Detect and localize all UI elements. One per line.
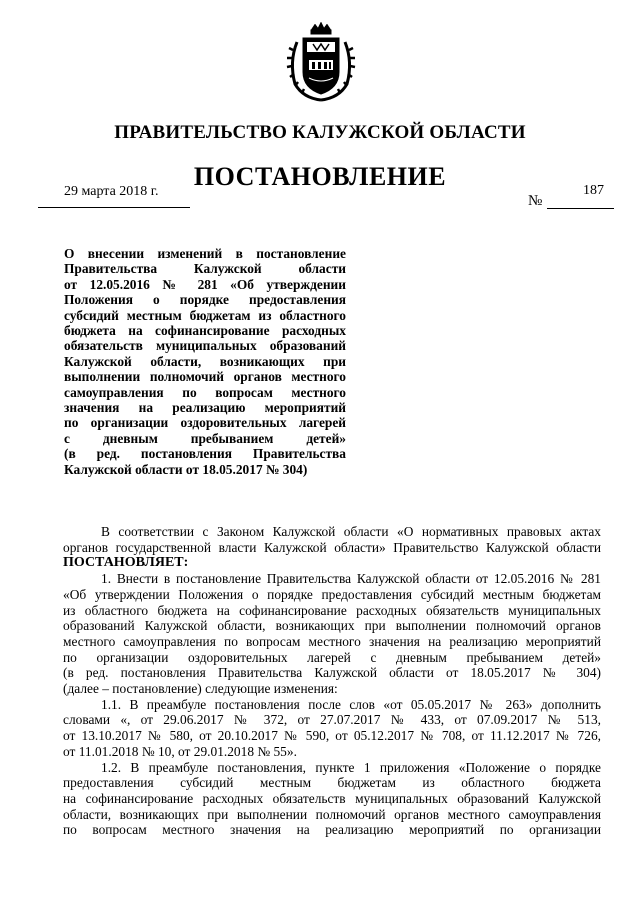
document-date: 29 марта 2018 г. — [64, 184, 159, 199]
body-line: (в ред. постановления Правительства Калужской области от 18.05.2017 № 304) — [63, 665, 601, 681]
body-line: из областного бюджета на софинансирование расходных обязательств муниципальных — [63, 602, 601, 618]
body-line: словами «, от 29.06.2017 № 372, от 27.07.2017 № 433, от 07.09.2017 № 513, — [63, 712, 601, 728]
subject-line: от 12.05.2016 № 281 «Об утверждении — [64, 276, 346, 292]
document-number: 187 — [583, 183, 604, 198]
body-line: образований Калужской области, возникающих при выполнении полномочий органов — [63, 618, 601, 634]
body-line: 1.1. В преамбуле постановления после слов «от 05.05.2017 № 263» дополнить — [101, 696, 601, 712]
subject-line: Калужской области, возникающих при — [64, 353, 346, 369]
body-line: 1.2. В преамбуле постановления, пункте 1 приложения «Положение о порядке — [101, 759, 601, 775]
subject-line: (в ред. постановления Правительства — [64, 446, 346, 462]
body-line: области, возникающих при выполнении полномочий органов местного самоуправления — [63, 806, 601, 822]
body-line: от 13.10.2017 № 580, от 20.10.2017 № 590, от 05.12.2017 № 708, от 11.12.2017 № 726, — [63, 728, 601, 744]
body-line: по организации оздоровительных лагерей с дневным пребыванием детей» — [63, 649, 601, 665]
document-type-title: ПОСТАНОВЛЕНИЕ — [193, 162, 447, 191]
body-line: (далее – постановление) следующие изменения: — [63, 681, 338, 697]
document-subject — [64, 246, 346, 477]
subject-line: самоуправления по вопросам местного — [64, 384, 346, 400]
body-line: на софинансирование расходных обязательств муниципальных образований Калужской — [63, 790, 601, 806]
government-title: ПРАВИТЕЛЬСТВО КАЛУЖСКОЙ ОБЛАСТИ — [114, 122, 526, 143]
subject-line: Правительства Калужской области — [64, 261, 346, 277]
subject-line: с дневным пребыванием детей» — [64, 430, 346, 446]
subject-line: О внесении изменений в постановление — [64, 246, 346, 261]
subject-line: значения на реализацию мероприятий — [64, 400, 346, 416]
number-underline — [547, 208, 614, 209]
body-line: В соответствии с Законом Калужской области «О нормативных правовых актах — [101, 524, 601, 539]
subject-line: обязательств муниципальных образований — [64, 338, 346, 354]
body-line: «Об утверждении Положения о порядке предоставления субсидий местным бюджетам — [63, 586, 601, 602]
subject-line: по организации оздоровительных лагерей — [64, 415, 346, 431]
body-line: местного самоуправления по вопросам местного значения на реализацию мероприятий — [63, 633, 601, 649]
subject-line: Положения о порядке предоставления — [64, 292, 346, 308]
coat-of-arms-emblem — [283, 22, 359, 102]
subject-line: Калужской области от 18.05.2017 № 304) — [64, 461, 308, 477]
subject-line: субсидий местным бюджетам из областного — [64, 307, 346, 323]
document-body — [63, 524, 601, 838]
date-underline — [38, 207, 190, 208]
body-line: от 11.01.2018 № 10, от 29.01.2018 № 55». — [63, 743, 297, 759]
number-label: № — [528, 193, 543, 209]
body-line: 1. Внести в постановление Правительства Калужской области от 12.05.2016 № 281 — [101, 571, 601, 587]
resolves-heading: ПОСТАНОВЛЯЕТ: — [63, 555, 189, 571]
subject-line: выполнении полномочий органов местного — [64, 369, 346, 385]
subject-line: бюджета на софинансирование расходных — [64, 323, 346, 339]
body-line: по вопросам местного значения на реализацию мероприятий по организации — [63, 822, 601, 838]
body-line: органов государственной власти Калужской области» Правительство Калужской области — [63, 539, 601, 555]
body-line: предоставления субсидий местным бюджетам из областного бюджета — [63, 775, 601, 791]
